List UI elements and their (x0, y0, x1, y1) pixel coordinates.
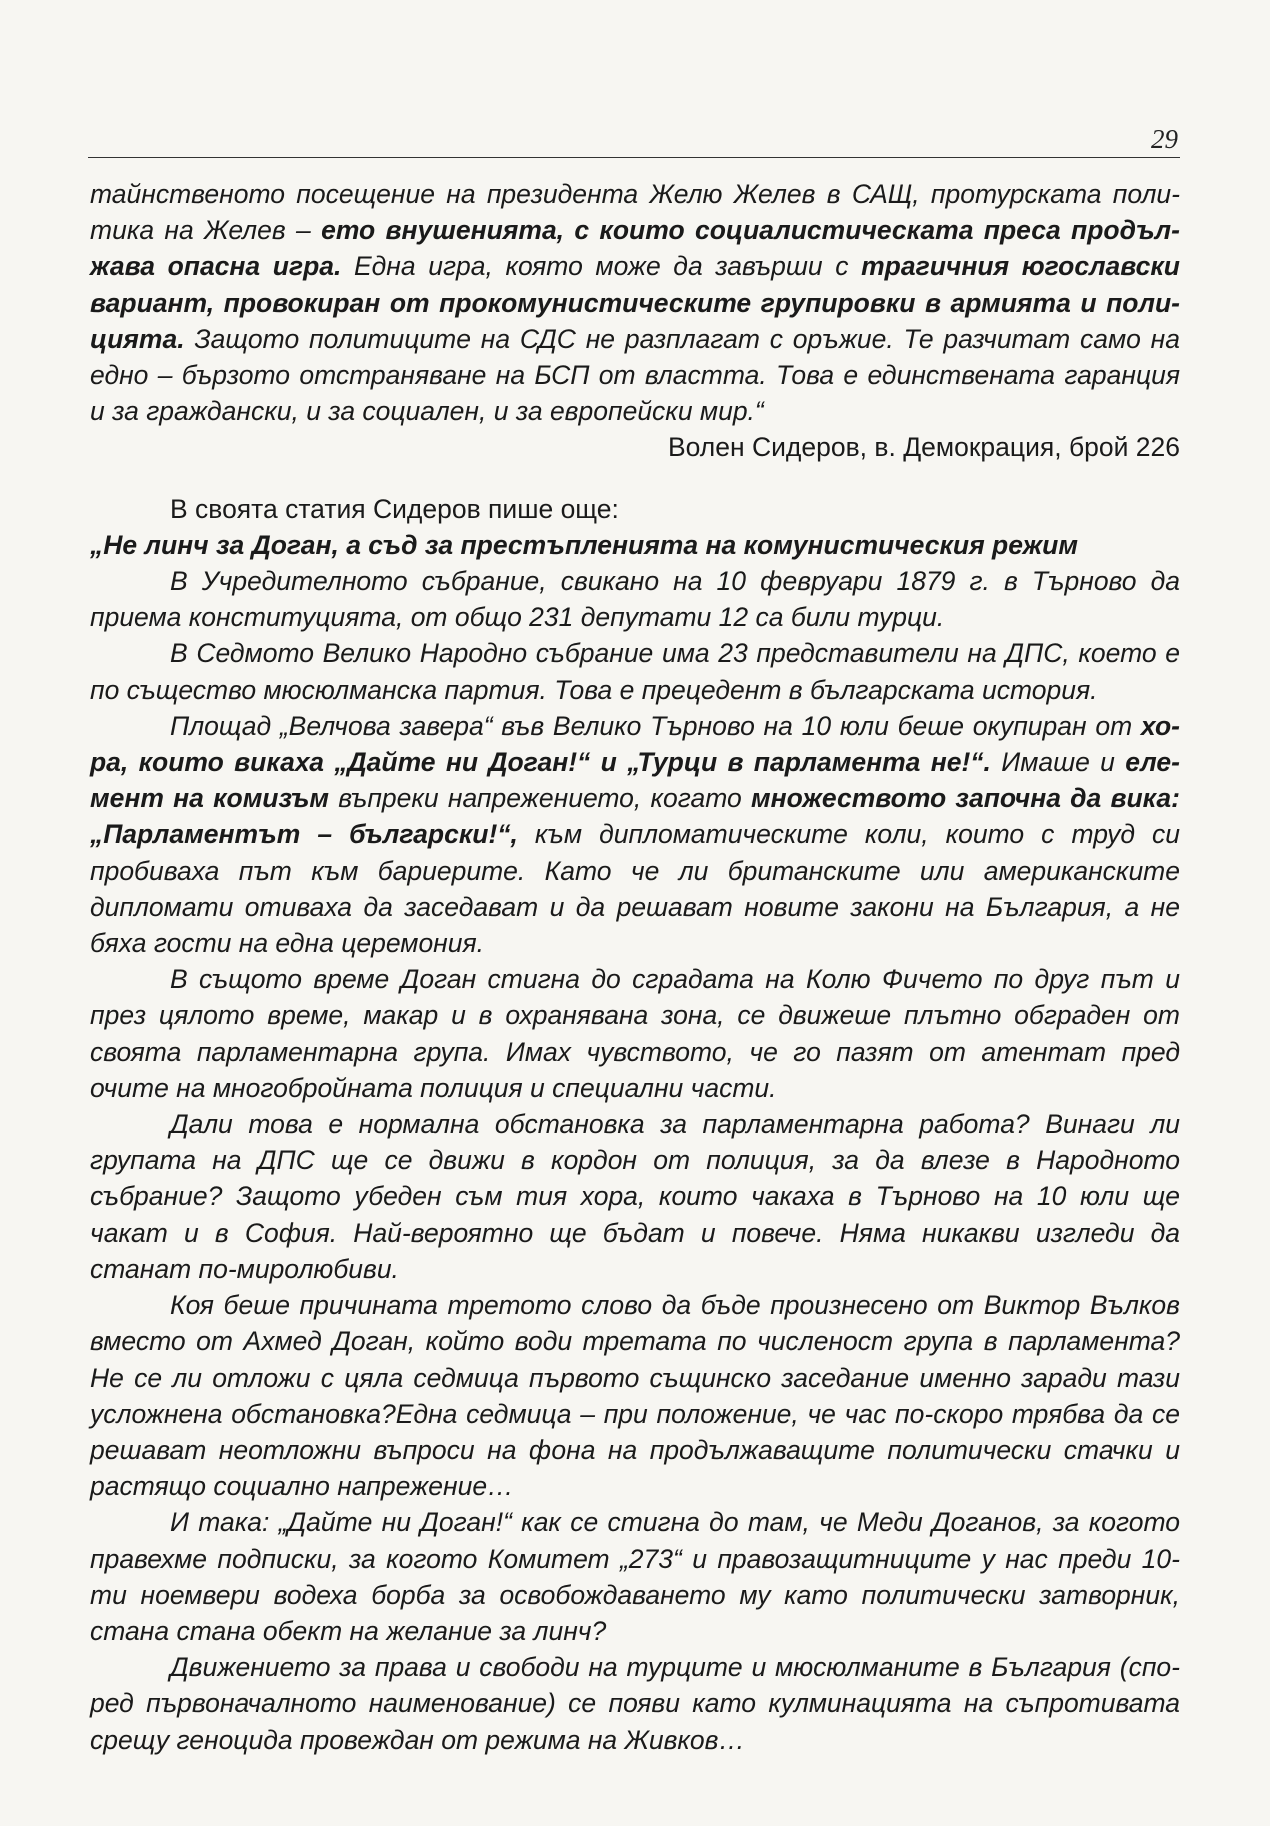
page-number: 29 (1151, 124, 1178, 154)
paragraph-4: Площад „Велчова завера“ във Велико Търново на 10 юли беше окупиран от хора, които викаха „Дайте ни Доган!“ и „Турци в парламента не!“. Имаше и елемент на комизъм въпреки напрежението, когато множеството започна да вика: „Парламентът – български!“, към дипломатическите коли, които с труд си пробиваха път към бариерите. Като че ли британските или американските дипломати отиваха да заседават и да решават новите закони на България, а не бяха гости на една церемония. (90, 710, 1180, 959)
paragraph-1: тайнственото посещение на президента Желю Желев в САЩ, протурската политика на Желев – ето внушенията, с които социалистическата преса продължава опасна игра. Една игра, която може да завърши с трагичния югославски вариант, провокиран от прокомунистическите групировки в армията и полицията. Защото политиците на СДС не разплагат с оръжие. Те разчитат само на едно – бързото отстраняване на БСП от властта. Това е единствената гаранция и за граждански, и за социален, и за европейски мир.“ (90, 179, 1180, 427)
spacer (90, 466, 1180, 491)
article-body (90, 176, 1180, 1758)
paragraph-5: В същото време Доган стигна до сградата на Колю Фичето по друг път и през цялото време, макар и в охранявана зона, се движеше плътно обграден от своята парламентарна група. Имах чувството, че го пазят от атентат пред очите на многобройната полиция и специални части. (90, 964, 1180, 1103)
paragraph-6: Дали това е нормална обстановка за парламентарна работа? Винаги ли групата на ДПС ще се движи в кордон от полиция, за да влезе в Народното събрание? Защото убеден съм тия хора, които чакаха в Търново на 10 юли ще чакат и в София. Най-вероятно ще бъдат и повече. Няма никакви изгледи да станат по-миролюбиви. (90, 1109, 1180, 1284)
intro-line: В своята статия Сидеров пише още: (170, 493, 619, 524)
paragraph-8: И така: „Дайте ни Доган!“ как се стигна до там, че Меди Доганов, за когото правехме подписки, за когото Комитет „273“ и правозащитниците у нас преди 10-ти ноемвери водеха борба за освобождаването му като политически затворник, стана стана обект на желание за линч? (90, 1507, 1180, 1646)
paragraph-9: Движението за права и свободи на турците и мюсюлманите в България (според първоначалното наименование) се появи като кулминацията на съпротивата срещу геноцида провеждан от режима на Живков… (90, 1652, 1180, 1755)
headline: „Не линч за Доган, а съд за престъпленията на комунистическия режим (90, 529, 1078, 560)
paragraph-3: В Седмото Велико Народно събрание има 23 представители на ДПС, което е по същество мюсюлманска партия. Това е прецедент в българската история. (90, 638, 1180, 705)
header-rule (88, 157, 1180, 158)
paragraph-7: Коя беше причината третото слово да бъде произнесено от Виктор Вълков вместо от Ахмед Доган, който води третата по численост група в парламента? Не се ли отложи с цяла седмица първото същинско заседание именно заради тази усложнена обстановка?Една седмица – при положение, че час по-скоро трябва да се решават неотложни въпроси на фона на продължаващите политически стачки и растящо социално напрежение… (90, 1290, 1180, 1502)
signature: Волен Сидеров, в. Демокрация, брой 226 (667, 432, 1180, 463)
paragraph-2: В Учредителното събрание, свикано на 10 февруари 1879 г. в Търново да приема конституцията, от общо 231 депутати 12 са били турци. (90, 566, 1180, 633)
